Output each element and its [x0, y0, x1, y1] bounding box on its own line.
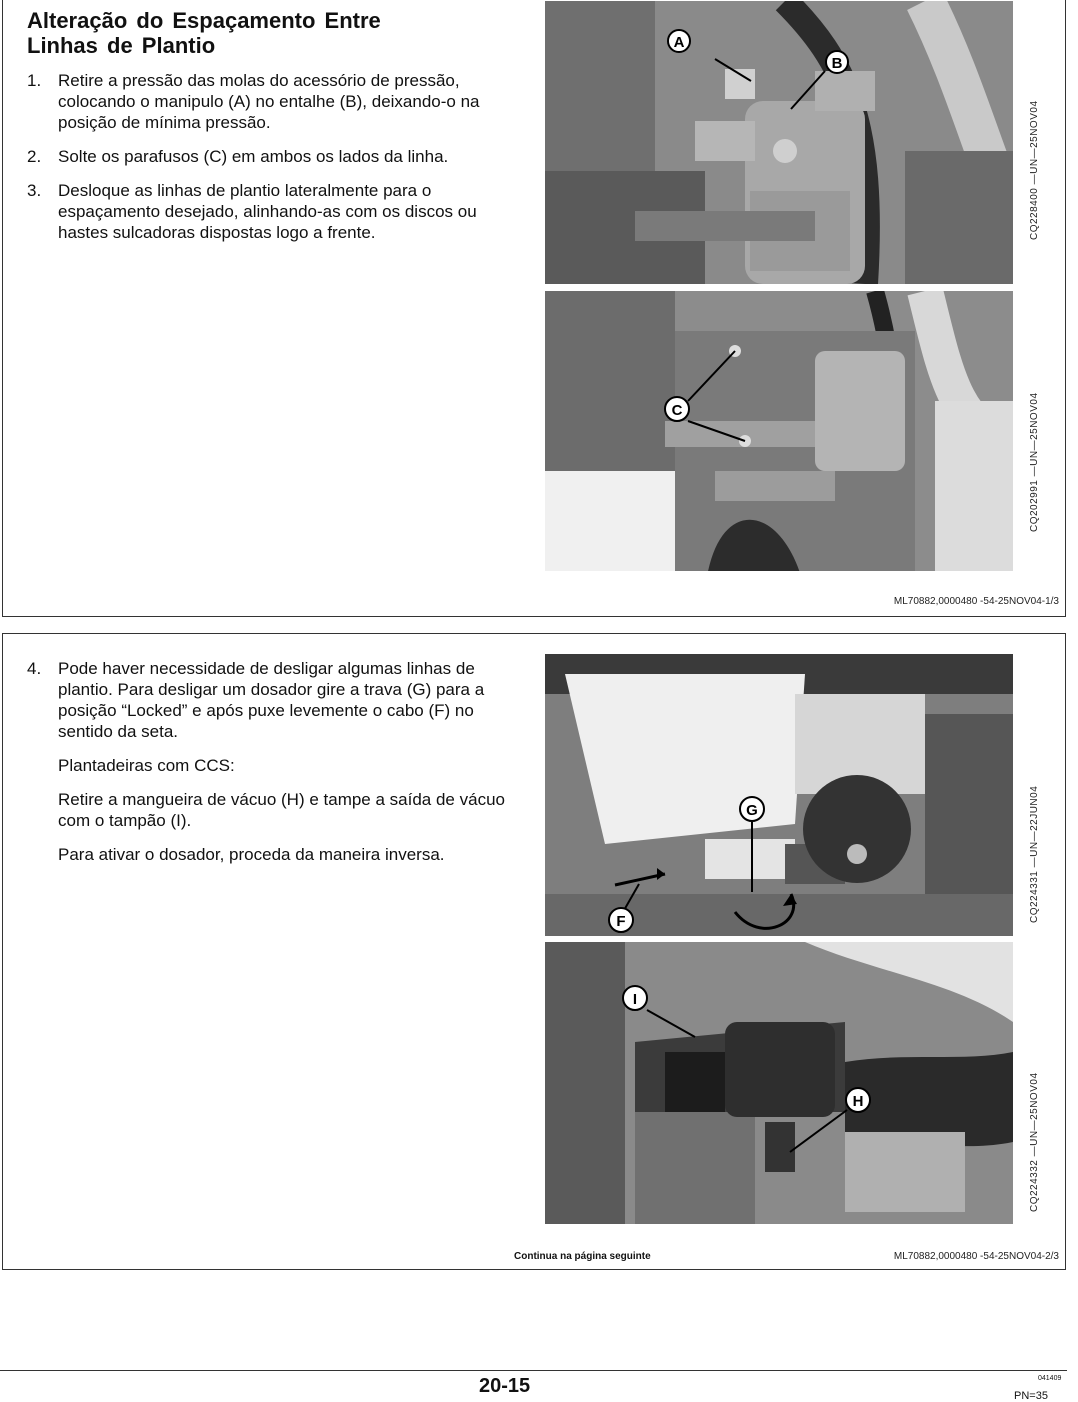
callout-a: A [673, 34, 685, 51]
step-number: 4. [27, 659, 42, 678]
document-reference: ML70882,0000480 -54-25NOV04-2/3 [893, 1251, 1059, 1262]
photo-row-bolts [545, 291, 1013, 571]
image-code: CQ228400 —UN—25NOV04 [1029, 100, 1040, 240]
ccs-heading: Plantadeiras com CCS: [58, 756, 235, 775]
page-number: 20-15 [479, 1375, 531, 1397]
section-title [27, 8, 381, 58]
section-title-line1: Alteração do Espaçamento Entre [27, 8, 381, 33]
image-code: CQ224332 —UN—25NOV04 [1029, 1072, 1040, 1212]
continue-note: Continua na página seguinte [514, 1251, 651, 1262]
steps-list [27, 658, 523, 878]
callout-b: B [831, 55, 843, 72]
document-reference: ML70882,0000480 -54-25NOV04-1/3 [893, 596, 1059, 607]
footer-rule [0, 1370, 1067, 1371]
step-2 [27, 146, 523, 167]
step-text: Retire a mangueira de vácuo (H) e tampe a saída de vácuo com o tampão (I). [58, 790, 505, 830]
image-code: CQ202991 —UN—25NOV04 [1029, 392, 1040, 533]
photo-meter-lock [545, 654, 1013, 936]
callout-c: C [671, 402, 683, 419]
steps-list [27, 70, 523, 256]
step-number: 3. [27, 181, 42, 200]
step-text: Para ativar o dosador, proceda da maneira inversa. [58, 845, 445, 864]
section-title-line2: Linhas de Plantio [27, 33, 216, 58]
print-date: 041409 [1038, 1375, 1062, 1382]
step-1 [27, 70, 523, 133]
section-disable-meter [2, 633, 1066, 1270]
callout-h: H [852, 1093, 864, 1110]
section-spacing-change [2, 0, 1066, 617]
image-code: CQ224331 —UN—22JUN04 [1029, 785, 1040, 923]
step-number: 1. [27, 71, 42, 90]
step-number: 2. [27, 147, 42, 166]
step-text: Desloque as linhas de plantio lateralmente para o espaçamento desejado, alinhando-as com os discos ou hastes sulcadoras dispostas logo a frente. [58, 181, 477, 242]
photo-pressure-handle [545, 1, 1013, 284]
photo-vacuum-hose [545, 942, 1013, 1224]
step-text: Pode haver necessidade de desligar algumas linhas de plantio. Para desligar um dosador gire a trava (G) para a posição “Locked” e após puxe levemente o cabo (F) no sentido da seta. [58, 659, 485, 741]
callout-f: F [616, 913, 626, 930]
pn-marker: PN=35 [1014, 1390, 1048, 1402]
callout-i: I [632, 991, 638, 1008]
callout-g: G [746, 802, 758, 819]
step-3 [27, 180, 523, 243]
step-text: Retire a pressão das molas do acessório de pressão, colocando o manipulo (A) no entalhe (B), deixando-o na posição de mínima pressão. [58, 71, 480, 132]
step-text: Solte os parafusos (C) em ambos os lados da linha. [58, 147, 449, 166]
step-4 [27, 658, 523, 865]
